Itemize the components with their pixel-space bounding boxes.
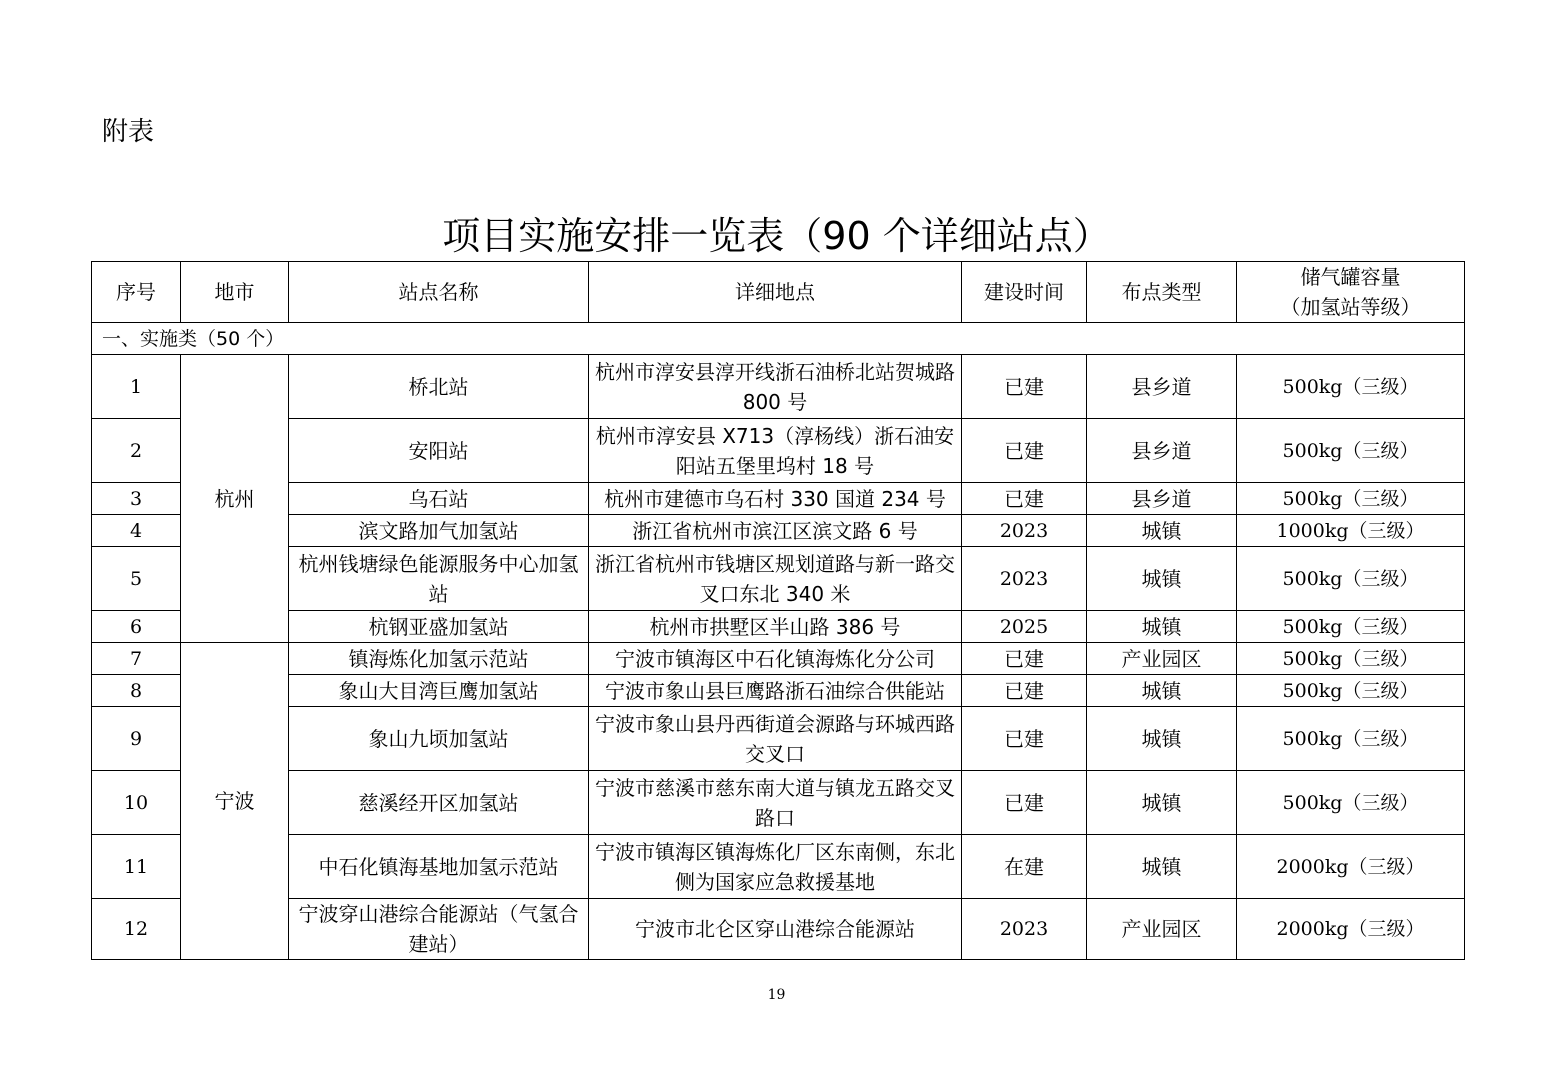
row-address: 杭州市拱墅区半山路 386 号 [589, 611, 962, 643]
row-station: 滨文路加气加氢站 [289, 515, 589, 547]
table-header-row [92, 262, 1465, 323]
row-address: 宁波市镇海区镇海炼化厂区东南侧，东北侧为国家应急救援基地 [589, 835, 962, 899]
table-row [92, 675, 1465, 707]
table-row [92, 515, 1465, 547]
row-seq: 5 [92, 547, 181, 611]
row-type: 城镇 [1087, 707, 1237, 771]
header-address: 详细地点 [589, 262, 962, 323]
row-type: 县乡道 [1087, 355, 1237, 419]
row-time: 在建 [962, 835, 1087, 899]
header-station: 站点名称 [289, 262, 589, 323]
table-row [92, 355, 1465, 419]
row-address: 宁波市象山县丹西街道会源路与环城西路交叉口 [589, 707, 962, 771]
row-seq: 10 [92, 771, 181, 835]
row-station: 杭钢亚盛加氢站 [289, 611, 589, 643]
row-seq: 4 [92, 515, 181, 547]
row-time: 已建 [962, 771, 1087, 835]
row-time: 2023 [962, 899, 1087, 960]
row-capacity: 2000kg（三级） [1237, 835, 1465, 899]
row-address: 浙江省杭州市钱塘区规划道路与新一路交叉口东北 340 米 [589, 547, 962, 611]
row-seq: 11 [92, 835, 181, 899]
section-row [92, 323, 1465, 355]
table-row [92, 611, 1465, 643]
row-station: 宁波穿山港综合能源站（气氢合建站） [289, 899, 589, 960]
row-seq: 2 [92, 419, 181, 483]
header-capacity [1237, 262, 1465, 323]
row-type: 县乡道 [1087, 419, 1237, 483]
row-capacity: 500kg（三级） [1237, 643, 1465, 675]
row-type: 城镇 [1087, 835, 1237, 899]
row-address: 浙江省杭州市滨江区滨文路 6 号 [589, 515, 962, 547]
row-capacity: 1000kg（三级） [1237, 515, 1465, 547]
row-seq: 7 [92, 643, 181, 675]
header-build-time: 建设时间 [962, 262, 1087, 323]
row-capacity: 2000kg（三级） [1237, 899, 1465, 960]
row-seq: 8 [92, 675, 181, 707]
row-address: 宁波市象山县巨鹰路浙石油综合供能站 [589, 675, 962, 707]
row-address: 宁波市北仑区穿山港综合能源站 [589, 899, 962, 960]
header-seq: 序号 [92, 262, 181, 323]
page-title: 项目实施安排一览表（90 个详细站点） [442, 214, 1111, 258]
row-type: 产业园区 [1087, 899, 1237, 960]
row-type: 产业园区 [1087, 643, 1237, 675]
row-type: 县乡道 [1087, 483, 1237, 515]
row-time: 已建 [962, 707, 1087, 771]
row-address: 杭州市淳安县淳开线浙石油桥北站贺城路 800 号 [589, 355, 962, 419]
row-station: 安阳站 [289, 419, 589, 483]
page-number: 19 [767, 987, 786, 1003]
header-city: 地市 [181, 262, 289, 323]
row-seq: 6 [92, 611, 181, 643]
row-time: 2023 [962, 547, 1087, 611]
row-address: 宁波市镇海区中石化镇海炼化分公司 [589, 643, 962, 675]
row-capacity: 500kg（三级） [1237, 547, 1465, 611]
row-time: 2023 [962, 515, 1087, 547]
row-type: 城镇 [1087, 515, 1237, 547]
row-capacity: 500kg（三级） [1237, 483, 1465, 515]
row-type: 城镇 [1087, 675, 1237, 707]
section-label: 一、实施类（50 个） [92, 323, 1465, 355]
row-station: 杭州钱塘绿色能源服务中心加氢站 [289, 547, 589, 611]
row-type: 城镇 [1087, 547, 1237, 611]
row-time: 已建 [962, 483, 1087, 515]
table-row [92, 707, 1465, 771]
row-station: 镇海炼化加氢示范站 [289, 643, 589, 675]
row-address: 宁波市慈溪市慈东南大道与镇龙五路交叉路口 [589, 771, 962, 835]
city-cell-ningbo: 宁波 [181, 643, 289, 960]
row-capacity: 500kg（三级） [1237, 419, 1465, 483]
table-row [92, 419, 1465, 483]
row-type: 城镇 [1087, 771, 1237, 835]
table-row [92, 483, 1465, 515]
header-capacity-line1: 储气罐容量 [1300, 265, 1401, 289]
table-row [92, 771, 1465, 835]
table-row [92, 835, 1465, 899]
row-type: 城镇 [1087, 611, 1237, 643]
table-row [92, 899, 1465, 960]
row-capacity: 500kg（三级） [1237, 675, 1465, 707]
row-station: 慈溪经开区加氢站 [289, 771, 589, 835]
row-station: 象山大目湾巨鹰加氢站 [289, 675, 589, 707]
row-capacity: 500kg（三级） [1237, 707, 1465, 771]
table-row [92, 547, 1465, 611]
row-time: 2025 [962, 611, 1087, 643]
stations-table [91, 261, 1465, 960]
row-seq: 12 [92, 899, 181, 960]
row-station: 中石化镇海基地加氢示范站 [289, 835, 589, 899]
row-seq: 1 [92, 355, 181, 419]
row-station: 乌石站 [289, 483, 589, 515]
row-time: 已建 [962, 355, 1087, 419]
row-seq: 9 [92, 707, 181, 771]
row-time: 已建 [962, 675, 1087, 707]
city-cell-hangzhou: 杭州 [181, 355, 289, 643]
row-time: 已建 [962, 419, 1087, 483]
row-seq: 3 [92, 483, 181, 515]
row-capacity: 500kg（三级） [1237, 355, 1465, 419]
header-layout-type: 布点类型 [1087, 262, 1237, 323]
header-capacity-line2: （加氢站等级） [1280, 295, 1421, 319]
table-row [92, 643, 1465, 675]
row-address: 杭州市淳安县 X713（淳杨线）浙石油安阳站五堡里坞村 18 号 [589, 419, 962, 483]
row-capacity: 500kg（三级） [1237, 771, 1465, 835]
row-station: 象山九顷加氢站 [289, 707, 589, 771]
row-time: 已建 [962, 643, 1087, 675]
appendix-label: 附表 [102, 117, 155, 147]
row-station: 桥北站 [289, 355, 589, 419]
row-capacity: 500kg（三级） [1237, 611, 1465, 643]
row-address: 杭州市建德市乌石村 330 国道 234 号 [589, 483, 962, 515]
